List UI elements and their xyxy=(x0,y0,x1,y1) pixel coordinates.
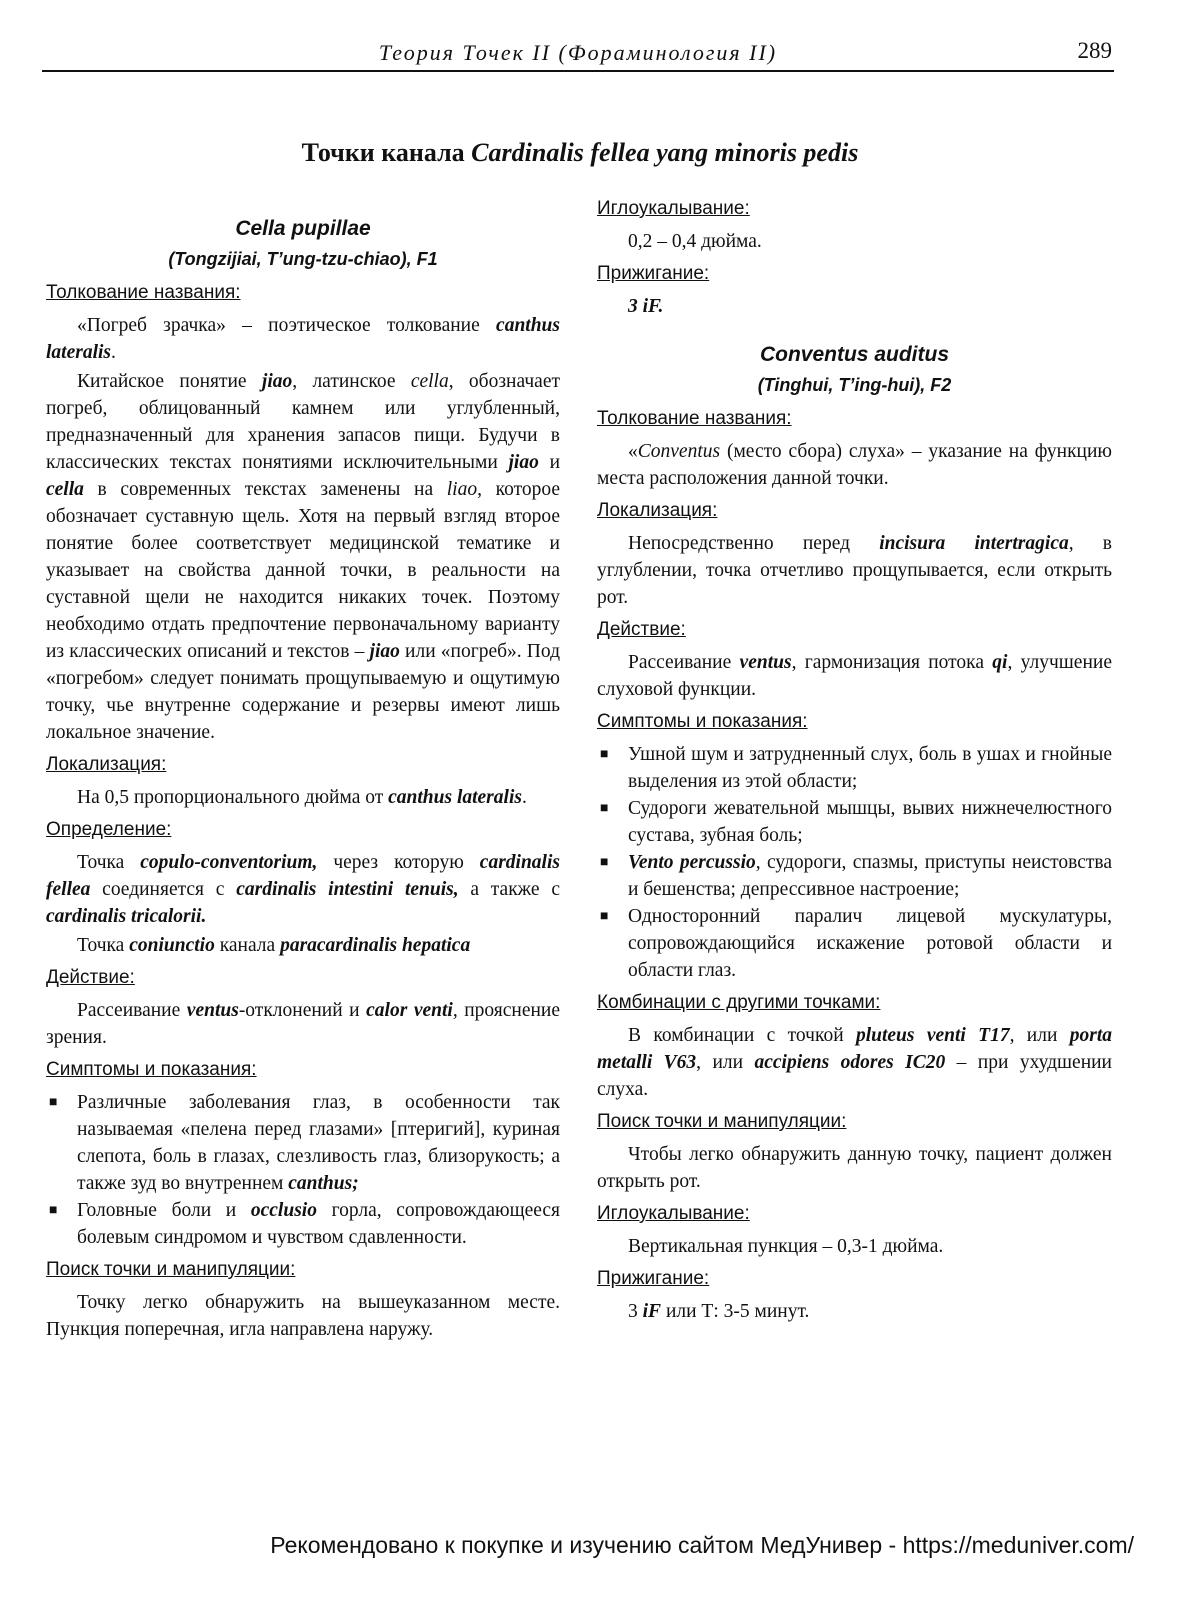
paragraph: В комбинации с точкой pluteus venti T17, или porta metalli V63, или accipiens odores IC20 – при ухудшении слуха. xyxy=(597,1025,1113,1100)
list-item: ■ Различные заболевания глаз, в особенности так называемая «пелена перед глазами» [птеригий], куриная слепота, боль в глазах, слезливость глаз, близорукость; а также зуд во внутреннем canthus; xyxy=(46,1089,560,1197)
paragraph: 3 iF или Т: 3-5 минут. xyxy=(628,1301,810,1322)
paragraph: Китайское понятие jiao, латинское cella, обозначает погреб, облицованный камнем или углубленный, предназначенный для хранения запасов пищи. Будучи в классических текстах понятиями исключительными jiao и cella в современных текстах заменены на liao, которое обозначает суставную щель. Хотя на первый взгляд второе понятие более соответствует медицинской тематике и указывает на свойства данной точки, в реальности на суставной щели не находится никаких точек. Поэтому необходимо отдать предпочтение первоначальному варианту из классических описаний и текстов – jiao или «погреб». Под «погребом» следует понимать прощупываемую и ощутимую точку, чье внутренне содержание и резервы имеют лишь локальное значение. xyxy=(46,371,560,743)
running-head-title: Теория Точек II (Фораминология II) xyxy=(378,40,778,65)
bullet-icon: ■ xyxy=(600,801,609,816)
paragraph: Точку легко обнаружить на вышеуказанном месте. Пункция поперечная, игла направлена наружу. xyxy=(46,1292,560,1340)
heading-prefix: Точки канала xyxy=(301,138,472,167)
footer-recommendation: Рекомендовано к покупке и изучению сайтом МедУнивер - https://meduniver.com/ xyxy=(270,1532,1134,1558)
bullet-icon: ■ xyxy=(600,855,609,870)
symptom-list xyxy=(46,1089,560,1251)
page-heading xyxy=(0,138,1160,168)
paragraph: На 0,5 пропорционального дюйма от canthus lateralis. xyxy=(77,787,527,808)
paragraph: 0,2 – 0,4 дюйма. xyxy=(628,231,762,252)
page-number: 289 xyxy=(1077,38,1112,63)
section-heading: Действие: xyxy=(597,619,686,640)
section-heading: Локализация: xyxy=(46,754,167,775)
symptom-list xyxy=(597,741,1112,984)
point-name: Cella pupillae xyxy=(235,217,371,240)
section-heading: Прижигание: xyxy=(597,1268,710,1289)
bullet-icon: ■ xyxy=(600,747,609,762)
bullet-icon: ■ xyxy=(49,1203,58,1218)
section-heading: Иглоукалывание: xyxy=(597,198,750,219)
point-alt-names: (Tongzijiai, T’ung-tzu-chiao), F1 xyxy=(168,249,438,269)
paragraph: Чтобы легко обнаружить данную точку, пациент должен открыть рот. xyxy=(597,1144,1112,1192)
section-heading: Поиск точки и манипуляции: xyxy=(46,1259,296,1280)
section-heading: Симптомы и показания: xyxy=(46,1059,257,1080)
list-item: ■ Судороги жевательной мышцы, вывих нижнечелюстного сустава, зубная боль; xyxy=(597,795,1112,849)
section-heading: Толкование названия: xyxy=(597,408,792,429)
section-heading: Симптомы и показания: xyxy=(597,711,808,732)
list-item: ■ Vento percussio, судороги, спазмы, приступы неистовства и бешенства; депрессивное настроение; xyxy=(597,849,1112,903)
left-column xyxy=(46,200,560,1345)
paragraph: Вертикальная пункция – 0,3-1 дюйма. xyxy=(628,1236,944,1257)
heading-latin: Cardinalis fellea yang minoris pedis xyxy=(471,138,859,167)
section-heading: Определение: xyxy=(46,819,172,840)
section-heading: Локализация: xyxy=(597,500,718,521)
section-heading: Прижигание: xyxy=(597,263,710,284)
paragraph: Точка copulo-conventorium, через которую cardinalis fellea соединяется с cardinalis intestini tenuis, а также с cardinalis tricalorii. xyxy=(46,852,560,927)
section-heading: Иглоукалывание: xyxy=(597,1203,750,1224)
paragraph: Точка coniunctio канала paracardinalis hepatica xyxy=(77,935,471,956)
paragraph: 3 iF. xyxy=(628,296,664,317)
section-heading: Поиск точки и манипуляции: xyxy=(597,1111,847,1132)
running-head xyxy=(42,38,1114,72)
section-heading: Толкование названия: xyxy=(46,282,241,303)
point-name: Conventus auditus xyxy=(759,343,949,366)
right-column xyxy=(597,196,1112,1327)
paragraph: Рассеивание ventus, гармонизация потока qi, улучшение слуховой функции. xyxy=(597,652,1112,700)
list-item: ■ Головные боли и occlusio горла, сопровождающееся болевым синдромом и чувством сдавленности. xyxy=(46,1197,560,1251)
bullet-icon: ■ xyxy=(600,909,609,924)
paragraph: «Conventus (место сбора) слуха» – указание на функцию места расположения данной точки. xyxy=(597,441,1112,489)
point-alt-names: (Tinghui, T’ing-hui), F2 xyxy=(757,375,952,395)
bullet-icon: ■ xyxy=(49,1095,58,1110)
paragraph: «Погреб зрачка» – поэтическое толкование canthus lateralis. xyxy=(46,315,560,363)
list-item: ■ Односторонний паралич лицевой мускулатуры, сопровождающийся искажение ротовой области и области глаз. xyxy=(597,903,1112,984)
paragraph: Рассеивание ventus-отклонений и calor venti, прояснение зрения. xyxy=(46,1000,561,1048)
paragraph: Непосредственно перед incisura intertragica, в углублении, точка отчетливо прощупывается, если открыть рот. xyxy=(597,533,1112,608)
section-heading: Комбинации с другими точками: xyxy=(597,992,881,1013)
list-item: ■ Ушной шум и затрудненный слух, боль в ушах и гнойные выделения из этой области; xyxy=(597,741,1112,795)
section-heading: Действие: xyxy=(46,967,135,988)
